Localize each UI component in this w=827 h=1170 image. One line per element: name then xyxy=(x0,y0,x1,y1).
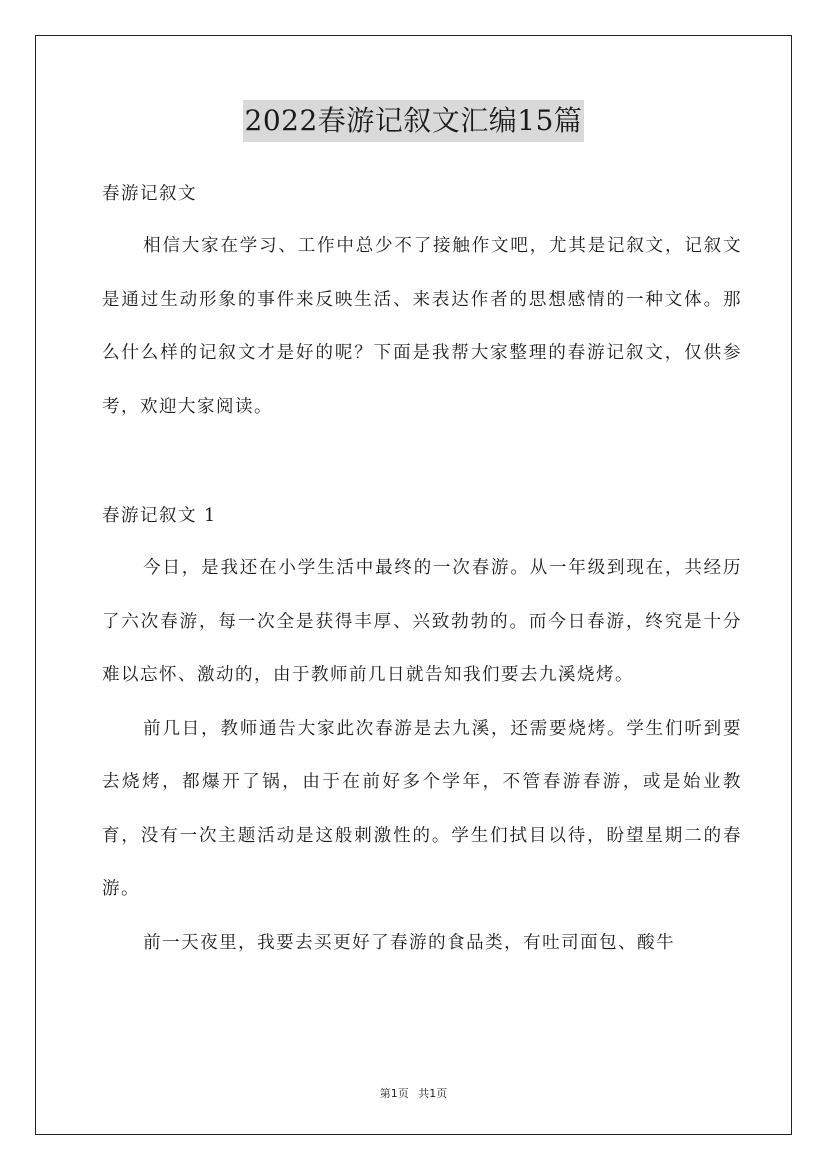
paragraph: 前一天夜里，我要去买更好了春游的食品类，有吐司面包、酸牛 xyxy=(143,932,676,953)
page-footer xyxy=(0,1085,827,1101)
paragraph: 相信大家在学习、工作中总少不了接触作文吧，尤其是记叙文，记叙文是通过生动形象的事件来反映生活、来表达作者的思想感情的一种文体。那么什么样的记叙文才是好的呢？下面是我帮大家整理的春游记叙文，仅供参考，欢迎大家阅读。 xyxy=(102,236,742,417)
document-title: 2022春游记叙文汇编15篇 xyxy=(243,100,585,142)
paragraph: 今日，是我还在小学生活中最终的一次春游。从一年级到现在，共经历了六次春游，每一次全是获得丰厚、兴致勃勃的。而今日春游，终究是十分难以忘怀、激动的，由于教师前几日就告知我们要去九溪烧烤。 xyxy=(102,558,742,685)
title-container xyxy=(0,100,827,142)
section-gap xyxy=(102,434,742,490)
section-heading: 春游记叙文 1 xyxy=(102,506,217,526)
section-heading: 春游记叙文 xyxy=(102,184,197,204)
paragraph: 前几日，教师通告大家此次春游是去九溪，还需要烧烤。学生们听到要去烧烤，都爆开了锅，由于在前好多个学年，不管春游春游，或是始业教育，没有一次主题活动是这般刺激性的。学生们拭目以待，盼望星期二的春游。 xyxy=(102,718,742,899)
document-body xyxy=(102,168,742,970)
page-number: 第1页 共1页 xyxy=(379,1087,448,1100)
